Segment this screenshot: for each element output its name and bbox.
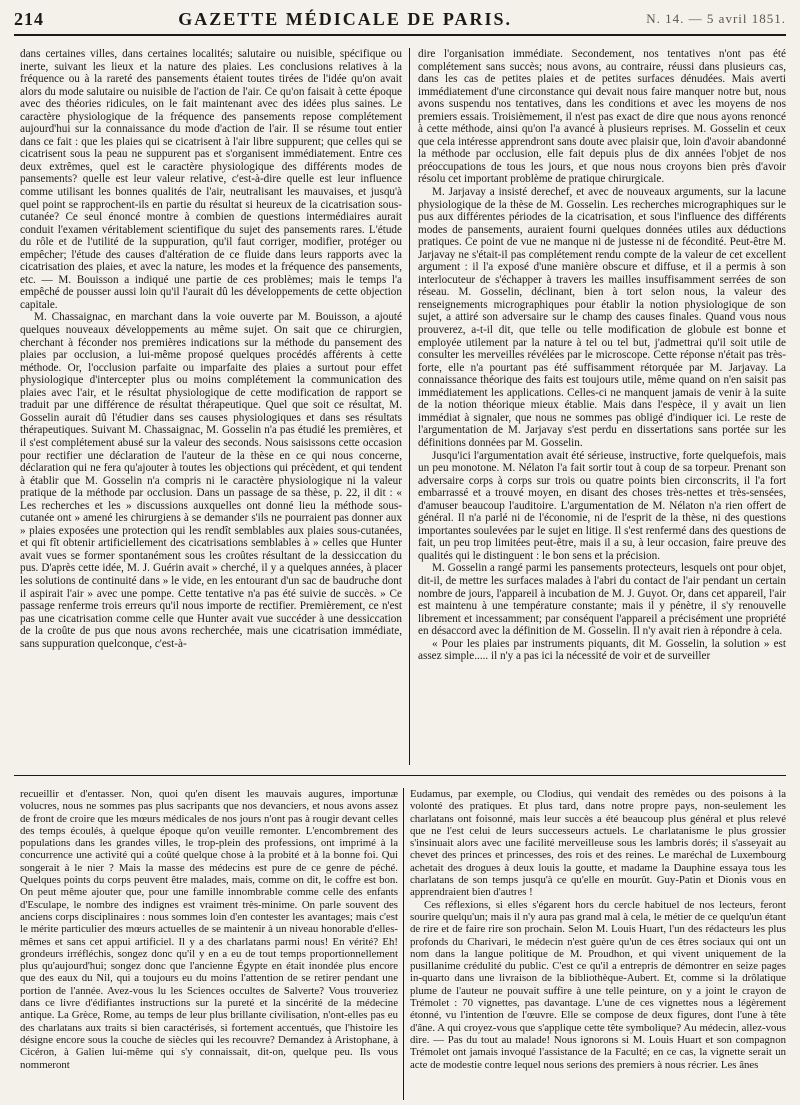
paragraph: M. Jarjavay a insisté derechef, et avec de nouveaux arguments, sur la lacune physiologique de la thèse de M. Gosselin. Les recherches micrographiques sur le pus aux différentes périodes de la cicatrisation, et sous l'influence des différents modes de pansements, auraient fourni quelques données utiles aux déductions pratiques. Ce point de vue ne manque ni de justesse ni de fécondité. Peut-être M. Jarjavay ne s'était-il pas complétement rendu compte de la valeur de cet excellent argument : il l'a exposé d'une manière obscure et diffuse, et il a permis à son interlocuteur de s'échapper à travers les mailles insuffisamment serrées de son réseau. M. Gosselin, déclinant, bien à tort selon nous, la valeur des renseignements micrographiques pour établir la notion physiologique de son sujet, a attiré son adversaire sur le champ des causes finales. Quand vous nous prouverez, a-t-il dit, que telle ou telle modification de globule est bonne et employée utilement par la nature à tel ou tel but, j'admettrai qu'il soit utile de consulter les merveilles révélées par le microscope. Cette réponse n'était pas très-forte, elle n'a pourtant pas été suffisamment rétorquée par M. Jarjavay. La connaissance théorique des faits est toujours utile, même quand on n'en saisit pas immédiatement les applications. Celles-ci ne manquent jamais de venir à la suite de la notion théorique mieux établie. Mais dans l'espèce, il y avait un lien immédiat à signaler, que nous ne sommes pas obligé d'indiquer ici. Le reste de l'argumentation de M. Jarjavay s'est perdu en dissertations sans portée sur les définitions données par M. Gosselin. (418, 186, 786, 449)
column-divider (403, 788, 404, 1100)
bottom-left-column (20, 788, 398, 1100)
feuilleton-bottom-section (14, 788, 786, 1100)
paragraph: Jusqu'ici l'argumentation avait été sérieuse, instructive, forte quelquefois, mais un peu monotone. M. Nélaton l'a fait sortir tout à coup de sa torpeur. Prenant son adversaire corps à corps sur trois ou quatre points bien circonscrits, il l'a fort embarrassé et a trouvé moyen, en disant des choses très-nettes et très-sensées, d'amuser beaucoup l'auditoire. L'argumentation de M. Nélaton n'a rien offert de général. Il n'a parlé ni de l'économie, ni de l'esprit de la thèse, ni des questions importantes soulevées par le sujet en litige. Il s'est renfermé dans des questions de fait, un peu trop limitées peut-être, mais il a su, à leur occasion, faire preuve des qualités qui le distinguent : le bon sens et la précision. (418, 449, 786, 562)
bottom-right-column (410, 788, 786, 1100)
paragraph: Eudamus, par exemple, ou Clodius, qui vendait des remèdes ou des poisons à la volonté des pratiques. Et plus tard, dans notre propre pays, non-seulement les charlatans ont foisonné, mais leur succès a été beaucoup plus général et plus relevé que ne l'est celui de leurs successeurs actuels. Le charlatanisme le plus grossier s'insinuait alors avec une facilité merveilleuse sous les lambris dorés; il s'asseyait au chevet des princes et princesses, des rois et des reines. Le maréchal de Luxembourg achetait des drogues à deux louis la goutte, et madame la Dauphine essaya tous les charlatans de son temps jusqu'à ce qu'elle en mourût. Guy-Patin et Dionis vous en apprendraient bien d'autres ! (410, 788, 786, 899)
paragraph: recueillir et d'entasser. Non, quoi qu'en disent les mauvais augures, importunæ volucres, nous ne sommes pas plus sacripants que nos devanciers, et nous avons assez de front de croire que les mœurs médicales de nos jours n'ont pas à rougir devant celles des temps écoulés, à quelque époque qu'on veuille remonter. L'encombrement des populations dans les grandes villes, le trop-plein des professions, ont imprimé à la concurrence une activité qui a coûté quelque chose à la probité et à la bonne foi. Qui songerait à le nier ? Mais la masse des médecins est pure de ce genre de péché. Quelques points du corps peuvent être malades, mais, comme on dit, le coffre est bon. On peut même ajouter que, pour une famille innombrable comme celle des enfants d'Esculape, le nombre des indignes est vraiment très-minime. On parle souvent des anciens corps disciplinaires : nous sommes loin d'en contester les avantages; mais c'est le mérite particulier des mœurs actuelles de se maintenir à un niveau honorable d'elles-mêmes et sans cet appui artificiel. Il y a des charlatans parmi nous! En vérité? Eh! grondeurs irréfléchis, songez donc qu'il y en a eu de tout temps proportionnellement plus qu'aujourd'hui; songez donc que l'ancienne Égypte en était inondée plus encore que des eaux du Nil, qui a toujours eu du moins l'attention de se retirer pendant une portion de l'année. Avez-vous lu les Sciences occultes de Salverte? Vous trouveriez dans ce livre d'édifiantes instructions sur la pureté et la sincérité de la médecine antique. La Grèce, Rome, au temps de leur plus brillante civilisation, n'ont-elles pas eu des charlatans aux traits si bien caractérisés, si fortement accentués, que l'histoire les désigne encore sous la couche de siècles qui les recouvre? Demandez à Aristophane, à Cicéron, à Galien lui-même qui s'y connaissait, dit-on, quelque peu. Ils vous nommeront (20, 788, 398, 1071)
paragraph: « Pour les plaies par instruments piquants, dit M. Gosselin, la solution » est assez simple..... il n'y a pas ici la nécessité de voir et de surveiller (418, 637, 786, 663)
feuilleton-top-section (14, 48, 786, 765)
column-divider (409, 48, 410, 765)
paragraph: M. Gosselin a rangé parmi les pansements protecteurs, lesquels ont pour objet, dit-il, de mettre les surfaces malades à l'abri du contact de l'air pendant un certain nombre de jours, l'appareil à incubation de M. J. Guyot. Or, dans cet appareil, l'air est maintenu à une température constante; mais il y pénètre, il s'y renouvelle librement et incessamment; par conséquent l'appareil a précisément une propriété en désaccord avec la définition de M. Gosselin. Il n'y avait rien à répondre à cela. (418, 562, 786, 638)
top-left-column (20, 48, 402, 765)
paragraph: Ces réflexions, si elles s'égarent hors du cercle habituel de nos lecteurs, feront sourire quelqu'un; mais il n'y aura pas grand mal à cela, le métier de ce quelqu'un étant de rire et de faire rire son prochain. Selon M. Louis Huart, l'un des rédacteurs les plus profonds du Charivari, le médecin n'est guère qu'un de ces êtres sociaux qui ont un nom dans la langue politique de M. Proudhon, et qui vivent uniquement de la pusillanime crédulité du public. C'est ce qu'il a entrepris de démontrer en seize pages in-quarto dans une livraison de la bibliothèque-Aubert. Et, comme si la drôlatique plume de l'auteur ne pouvait suffire à une telle peinture, on y a joint le crayon de Trémolet : 70 vignettes, pas davantage. L'une de ces vignettes nous a légèrement étonné, vu l'intention de l'œuvre. Elle se compose de deux figures, dont l'une à tête d'âne. A qui croyez-vous que s'applique cette tête symbolique? Au médecin, allez-vous dire. — Pas du tout au malade! Nous ignorons si M. Louis Huart et son compagnon Trémolet ont jamais invoqué l'assistance de la Faculté; en ce cas, la vignette serait un acte de modestie contre lequel nous serions des premiers à nous récrier. Les ânes (410, 898, 786, 1071)
journal-title: GAZETTE MÉDICALE DE PARIS. (178, 8, 512, 29)
page-header (14, 4, 786, 36)
paragraph: dire l'organisation immédiate. Secondement, nos tentatives n'ont pas été complétement sans succès; nous avons, au contraire, réussi dans plusieurs cas, dans les cas de petites plaies et de petites surfaces dénudées. Mais averti immédiatement d'une circonstance qui devait nous faire manquer notre but, nous avons suspendu nos tentatives, dans les conditions et avec les moyens de nos premiers essais. Troisièmement, il n'est pas exact de dire que nous ayons renoncé à cette méthode, ainsi qu'on l'a avancé à plusieurs reprises. M. Gosselin et ceux que cela intéresse apprendront sans doute avec plaisir que, loin d'avoir abandonné la méthode par occlusion, elle fait depuis plus de dix années l'objet de nos préoccupations de tous les jours, et que nous nous croyons bien près d'avoir résolu cet important problème de pratique chirurgicale. (418, 48, 786, 186)
issue-date: N. 14. — 5 avril 1851. (646, 11, 786, 26)
paragraph: dans certaines villes, dans certaines localités; salutaire ou nuisible, spécifique ou inerte, suivant les lieux et la nature des plaies. Les conclusions relatives à la fréquence ou à la rareté des pansements étaient toutes tirées de l'idée qu'on avait alors du mode salutaire ou nuisible de l'action de l'air. Ce qu'on faisait à cette époque avec des théories ridicules, on le fait maintenant avec des idées plus saines. Le caractère physiologique de la fréquence des pansements repose complétement aujourd'hui sur la connaissance du mode d'action de l'air. Il se résume tout entier dans ce fait : que les plaies qui se cicatrisent à l'air libre suppurent; que celles qui se cicatrisent sous la peau ne suppurent pas et s'organisent immédiatement. Entre ces deux extrêmes, quel est le caractère physiologique des différents modes de pansements? quelle est leur valeur relative, c'est-à-dire quelle est leur influence comme utilisant les bonnes qualités de l'air, neutralisant les mauvaises, et jusqu'à quel point se rapprochent-ils en partie du résultat si heureux de la cicatrisation sous-cutanée? Ce seul énoncé montre à combien de questions intermédiaires aurait conduit l'examen véritablement scientifique du sujet des pansements rares. L'étude du rôle et de l'utilité de la suppuration, qu'il faut corriger, modifier, protéger ou empêcher; l'étude des causes d'altération de ce fluide dans leurs rapports avec la cicatrisation des plaies, et avec la nature, les modes et la fréquence des pansements, etc. — M. Bouisson a indiqué une partie de ces problèmes; mais le temps l'a empêché de pousser aussi loin qu'il l'aurait dû les développements de cette objection capitale. (20, 48, 402, 311)
top-right-column (418, 48, 786, 765)
paragraph: M. Chassaignac, en marchant dans la voie ouverte par M. Bouisson, a ajouté quelques nouveaux développements au même sujet. On sait que ce chirurgien, cherchant à féconder nos premières indications sur la méthode du pansement des plaies par occlusion, a lui-même proposé quelques procédés afférents à cette méthode. Or, l'occlusion parfaite ou imparfaite des plaies a surtout pour effet physiologique d'intercepter plus ou moins complétement la communication des plaies avec l'air, et le résultat physiologique de cette modification de rapport se traduit par une différence de résultat thérapeutique. Quel que soit ce résultat, M. Gosselin aurait dû l'étudier dans ses causes physiologiques et dans ses résultats thérapeutiques. Suivant M. Chassaignac, M. Gosselin n'a pas étudié les premières, et il s'est complétement abusé sur la valeur des seconds. Nous saisissons cette occasion pour rectifier une déclaration de l'auteur de la thèse en ce qui nous concerne, déclaration qui ne fera qu'ajouter à toutes les objections qui précèdent, et qui tendent à établir que M. Gosselin n'a compris ni le caractère physiologique ni la valeur pratique de la méthode par occlusion. Dans un passage de sa thèse, p. 22, il dit : « Les recherches et les » discussions auxquelles ont donné lieu la méthode sous-cutanée ont » amené les chirurgiens à se demander s'ils ne pourraient pas donner aux » plaies exposées une protection qui les rendît semblables aux plaies sous-cutanées, et qui fît obtenir artificiellement des cicatrisations semblables à » celles que Hunter avait vues se former spontanément sous les croûtes résultant de la dessiccation du pus. D'après cette idée, M. J. Guérin avait » cherché, il y a quelques années, à placer les solutions de continuité dans » le vide, en les entourant d'un sac de baudruche dont il aspirait l'air » avec une pompe. Cette tentative n'a pas été suivie de succès. » Ce passage renferme trois erreurs qu'il nous importe de rectifier. Premièrement, ce n'est pas une cicatrisation comme celle que Hunter avait vue succéder à une dessiccation de la croûte de pus que nous avons recherchée, mais une cicatrisation immédiate, sans suppuration quelconque, c'est-à- (20, 311, 402, 650)
page-number: 214 (14, 8, 44, 29)
section-divider (14, 775, 786, 776)
